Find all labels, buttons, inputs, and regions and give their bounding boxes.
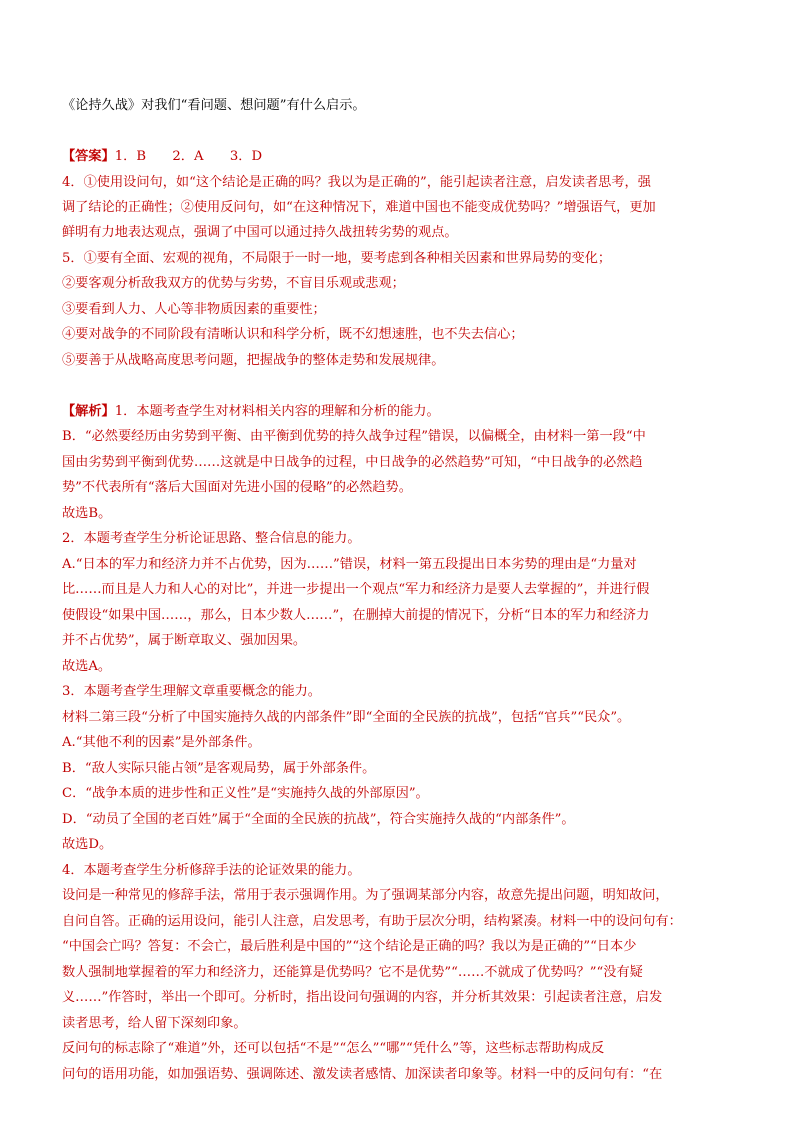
analysis-line: B．“敌人实际只能占领”是客观局势，属于外部条件。 — [62, 761, 376, 776]
analysis-line: 使假设“如果中国……，那么，日本少数人……”，在删掉大前提的情况下，分析“日本的军力和经济力 — [62, 608, 650, 623]
analysis-line: 数人强制地掌握着的军力和经济力，还能算是优势吗？它不是优势”“……不就成了优势吗？”“没有疑 — [62, 965, 643, 980]
analysis-line: 自问自答。正确的运用设问，能引人注意，启发思考，有助于层次分明，结构紧凑。材料一中的设问句有： — [62, 914, 682, 929]
analysis-line: 并不占优势”，属于断章取义、强加因果。 — [62, 633, 307, 648]
analysis-line: 4．本题考查学生分析修辞手法的论证效果的能力。 — [62, 863, 361, 878]
answer-q5-line: ②要客观分析敌我双方的优势与劣势，不盲目乐观或悲观； — [62, 276, 405, 291]
answer-q4-line: 鲜明有力地表达观点，强调了中国可以通过持久战扭转劣势的观点。 — [62, 225, 458, 240]
analysis-line: 势”不代表所有“落后大国面对先进小国的侵略”的必然趋势。 — [62, 480, 412, 495]
question-text: 《论持久战》对我们“看问题、想问题”有什么启示。 — [62, 98, 366, 113]
analysis-line: C．“战争本质的进步性和正义性”是“实施持久战的外部原因”。 — [62, 786, 429, 801]
analysis-first-line — [62, 401, 742, 422]
analysis-line: 故选A。 — [62, 659, 112, 674]
answer-q5-line: 5．①要有全面、宏观的视角，不局限于一时一地，要考虑到各种相关因素和世界局势的变化； — [62, 251, 612, 266]
analysis-line: 3．本题考查学生理解文章重要概念的能力。 — [62, 684, 321, 699]
analysis-line: 设问是一种常见的修辞手法，常用于表示强调作用。为了强调某部分内容，故意先提出问题，明知故问， — [62, 888, 669, 903]
answer-q5-line: ⑤要善于从战略高度思考问题，把握战争的整体走势和发展规律。 — [62, 353, 445, 368]
analysis-line: A.“其他不利的因素”是外部条件。 — [62, 735, 261, 750]
analysis-line: 材料二第三段“分析了中国实施持久战的内部条件”即“全面的全民族的抗战”，包括“官兵”“民众”。 — [62, 710, 631, 725]
answer-tag: 【答案】 — [62, 149, 115, 164]
analysis-line: D．“动员了全国的老百姓”属于“全面的全民族的抗战”，符合实施持久战的“内部条件”。 — [62, 812, 575, 827]
analysis-line: 国由劣势到平衡到优势……这就是中日战争的过程，中日战争的必然趋势”可知，“中日战争的必然趋 — [62, 455, 643, 470]
answer-choices: 1．B 2．A 3．D — [114, 149, 263, 164]
analysis-line: B．“必然要经历由劣势到平衡、由平衡到优势的持久战争过程”错误，以偏概全，由材料一第一段“中 — [62, 429, 646, 444]
analysis-line: A.“日本的军力和经济力并不占优势，因为……”错误，材料一第五段提出日本劣势的理由是“力量对 — [62, 557, 637, 572]
analysis-line: 故选B。 — [62, 506, 112, 521]
analysis-line: 问句的语用功能，如加强语势、强调陈述、激发读者感情、加深读者印象等。材料一中的反问句有：“在 — [62, 1067, 663, 1082]
answer-choices-line — [62, 146, 742, 167]
analysis-line: “中国会亡吗？答复：不会亡，最后胜利是中国的”“这个结论是正确的吗？我以为是正确的”“日本少 — [62, 939, 637, 954]
analysis-line: 义……”作答时，举出一个即可。分析时，指出设问句强调的内容，并分析其效果：引起读者注意，启发 — [62, 990, 663, 1005]
answer-q5-line: ④要对战争的不同阶段有清晰认识和科学分析，既不幻想速胜，也不失去信心； — [62, 327, 524, 342]
answer-q4-line: 4．①使用设问句，如“这个结论是正确的吗？我以为是正确的”，能引起读者注意，启发读者思考，强 — [62, 175, 651, 190]
analysis-line: 反问句的标志除了“难道”外，还可以包括“不是”“怎么”“哪”“凭什么”等，这些标志帮助构成反 — [62, 1041, 605, 1056]
answer-q4-line: 调了结论的正确性；②使用反问句，如“在这种情况下，难道中国也不能变成优势吗？”增强语气，更加 — [62, 200, 656, 215]
analysis-line: 故选D。 — [62, 837, 113, 852]
analysis-first: 1．本题考查学生对材料相关内容的理解和分析的能力。 — [114, 404, 440, 419]
analysis-line: 读者思考，给人留下深刻印象。 — [62, 1016, 247, 1031]
analysis-line: 2．本题考查学生分析论证思路、整合信息的能力。 — [62, 531, 361, 546]
analysis-line: 比……而且是人力和人心的对比”，并进一步提出一个观点“军力和经济力是要人去掌握的”，并进行假 — [62, 582, 650, 597]
analysis-tag: 【解析】 — [62, 404, 115, 419]
answer-q5-line: ③要看到人力、人心等非物质因素的重要性； — [62, 302, 326, 317]
